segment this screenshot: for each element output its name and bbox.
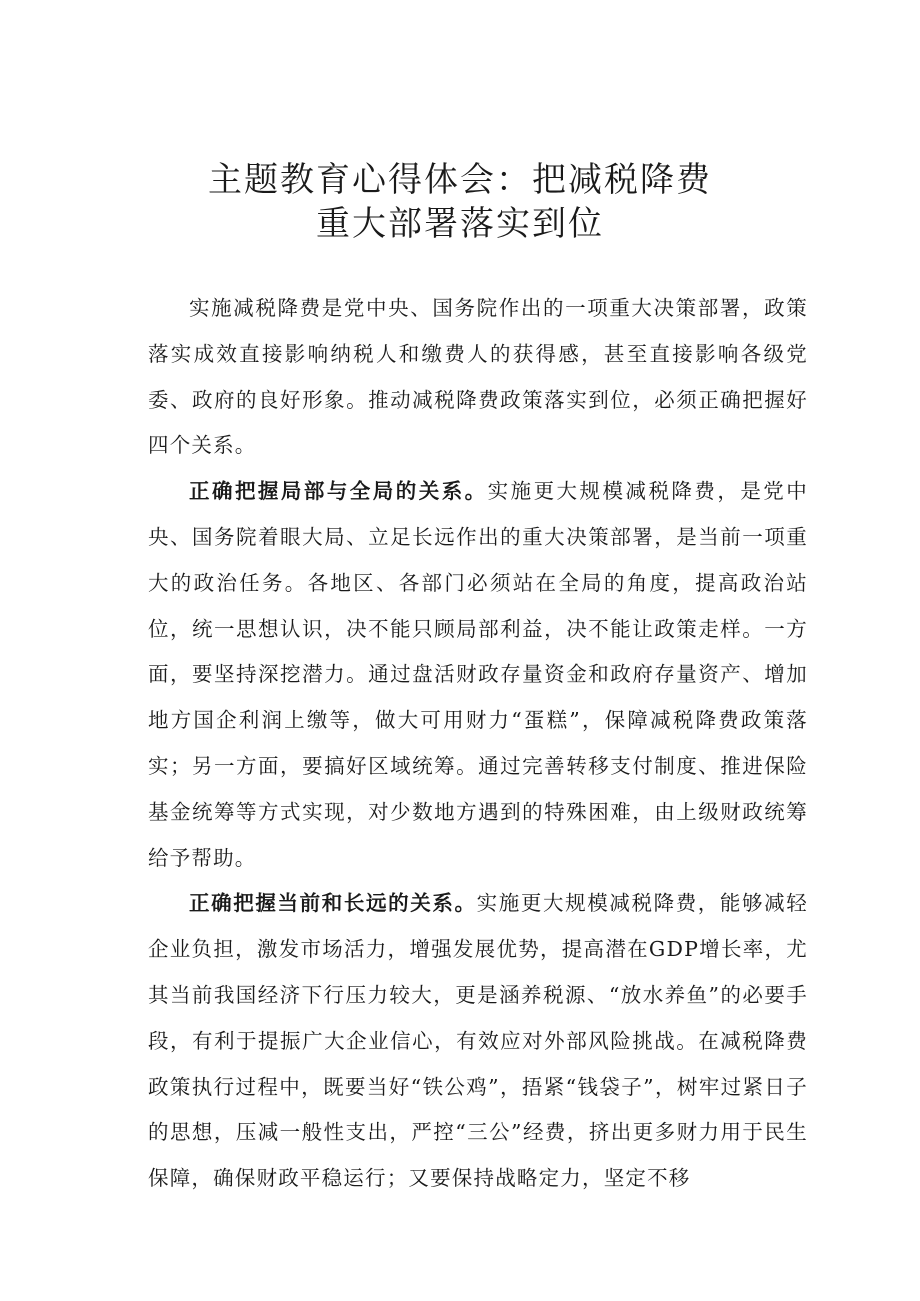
paragraph-intro [148,286,808,469]
paragraph-local-vs-global [148,469,808,881]
paragraph-present-vs-long-term [148,881,808,1202]
paragraph-lead: 正确把握局部与全局的关系。 [189,479,488,504]
document-body [148,286,808,1202]
document-title [0,158,920,246]
title-line-2: 重大部署落实到位 [316,204,604,244]
paragraph-lead: 正确把握当前和长远的关系。 [189,891,477,916]
paragraph-text: 实施减税降费是党中央、国务院作出的一项重大决策部署，政策落实成效直接影响纳税人和缴费人的获得感，甚至直接影响各级党委、政府的良好形象。推动减税降费政策落实到位，必须正确把握好四个关系。 [148,296,808,458]
paragraph-text: 实施更大规模减税降费，能够减轻企业负担，激发市场活力，增强发展优势，提高潜在GDP增长率，尤其当前我国经济下行压力较大，更是涵养税源、“放水养鱼”的必要手段，有利于提振广大企业信心，有效应对外部风险挑战。在减税降费政策执行过程中，既要当好“铁公鸡”，捂紧“钱袋子”，树牢过紧日子的思想，压减一般性支出，严控“三公”经费，挤出更多财力用于民生保障，确保财政平稳运行；又要保持战略定力，坚定不移 [148,891,808,1191]
paragraph-text: 实施更大规模减税降费，是党中央、国务院着眼大局、立足长远作出的重大决策部署，是当前一项重大的政治任务。各地区、各部门必须站在全局的角度，提高政治站位，统一思想认识，决不能只顾局部利益，决不能让政策走样。一方面，要坚持深挖潜力。通过盘活财政存量资金和政府存量资产、增加地方国企利润上缴等，做大可用财力“蛋糕”，保障减税降费政策落实；另一方面，要搞好区域统筹。通过完善转移支付制度、推进保险基金统筹等方式实现，对少数地方遇到的特殊困难，由上级财政统筹给予帮助。 [148,479,808,870]
title-line-1: 主题教育心得体会：把减税降费 [208,160,712,200]
